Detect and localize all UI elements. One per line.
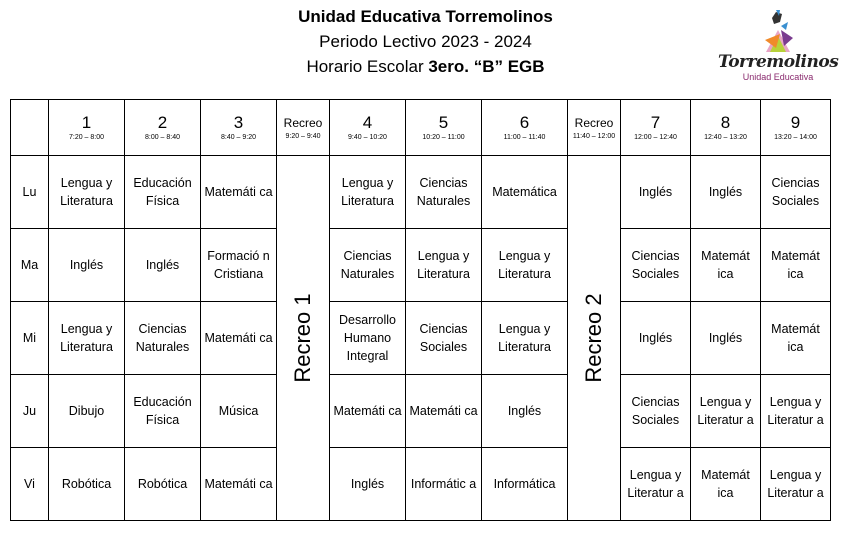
day-label: Vi <box>11 448 49 521</box>
subject-cell: Inglés <box>330 448 406 521</box>
subject-cell: Lengua y Literatur a <box>621 448 691 521</box>
day-label: Ma <box>11 229 49 302</box>
period-time: 12:40 – 13:20 <box>704 134 747 141</box>
subject-cell: Lengua y Literatur a <box>761 448 831 521</box>
subject-cell: Lengua y Literatura <box>330 156 406 229</box>
subject-cell: Educación Física <box>125 156 201 229</box>
subject-cell: Ciencias Sociales <box>621 229 691 302</box>
subject-cell: Inglés <box>691 302 761 375</box>
subject-cell: Lengua y Literatura <box>482 229 568 302</box>
period-number: 2 <box>157 113 168 132</box>
subject-cell: Lengua y Literatura <box>482 302 568 375</box>
recreo-time: 11:40 – 12:00 <box>572 133 616 140</box>
subject-cell: Matemáti ca <box>330 375 406 448</box>
subject-cell: Lengua y Literatur a <box>691 375 761 448</box>
subject-cell: Informática <box>482 448 568 521</box>
table-row <box>11 156 831 229</box>
subject-cell: Ciencias Naturales <box>330 229 406 302</box>
period-number: 4 <box>362 113 373 132</box>
tower-icon <box>718 8 838 54</box>
period-time: 12:00 – 12:40 <box>634 134 677 141</box>
subject-cell: Desarrollo Humano Integral <box>330 302 406 375</box>
recreo-time: 9:20 – 9:40 <box>285 133 321 140</box>
subject-cell: Ciencias Sociales <box>761 156 831 229</box>
subject-cell: Matemáti ca <box>201 448 277 521</box>
subject-cell: Matemáti ca <box>406 375 482 448</box>
recreo-label: Recreo <box>574 116 614 130</box>
period-time: 10:20 – 11:00 <box>422 134 465 141</box>
period-number: 1 <box>81 113 92 132</box>
table-row <box>11 229 831 302</box>
day-label: Mi <box>11 302 49 375</box>
recreo-cell <box>277 156 330 521</box>
subject-cell: Robótica <box>49 448 125 521</box>
recreo-label: Recreo <box>283 116 323 130</box>
subject-cell: Ciencias Sociales <box>406 302 482 375</box>
period-header <box>621 100 691 156</box>
subject-cell: Lengua y Literatura <box>406 229 482 302</box>
school-title: Unidad Educativa Torremolinos <box>298 7 553 26</box>
subject-cell: Lengua y Literatura <box>49 156 125 229</box>
recreo-vertical-label: Recreo 1 <box>290 293 315 383</box>
header-row <box>11 100 831 156</box>
period-time: 9:40 – 10:20 <box>348 134 387 141</box>
subject-cell: Matemáti ca <box>201 156 277 229</box>
subject-cell: Matemáti ca <box>201 302 277 375</box>
period-header <box>201 100 277 156</box>
day-label: Ju <box>11 375 49 448</box>
recreo-vertical-label: Recreo 2 <box>581 293 606 383</box>
period-number: 9 <box>790 113 801 132</box>
period-header <box>330 100 406 156</box>
period-header <box>406 100 482 156</box>
subject-cell: Lengua y Literatur a <box>761 375 831 448</box>
period-header <box>49 100 125 156</box>
period-time: 7:20 – 8:00 <box>68 134 105 141</box>
table-row <box>11 302 831 375</box>
period-number: 3 <box>233 113 244 132</box>
subject-cell: Formació n Cristiana <box>201 229 277 302</box>
school-logo <box>718 8 838 88</box>
period-number: 5 <box>438 113 449 132</box>
subject-cell: Dibujo <box>49 375 125 448</box>
subject-cell: Inglés <box>621 302 691 375</box>
period-time: 11:00 – 11:40 <box>503 134 546 141</box>
subject-cell: Ciencias Naturales <box>125 302 201 375</box>
subject-cell: Matemát ica <box>761 302 831 375</box>
period-header <box>125 100 201 156</box>
period-time: 8:00 – 8:40 <box>144 134 181 141</box>
subject-cell: Lengua y Literatura <box>49 302 125 375</box>
subject-cell: Educación Física <box>125 375 201 448</box>
recreo-header <box>568 100 621 156</box>
subject-cell: Música <box>201 375 277 448</box>
corner-cell <box>11 100 49 156</box>
recreo-cell <box>568 156 621 521</box>
subject-cell: Inglés <box>691 156 761 229</box>
period-number: 8 <box>720 113 731 132</box>
subject-cell: Inglés <box>482 375 568 448</box>
subject-cell: Matemática <box>482 156 568 229</box>
period-header <box>761 100 831 156</box>
schedule-class: 3ero. “B” EGB <box>428 57 545 76</box>
period-header <box>691 100 761 156</box>
period-time: 8:40 – 9:20 <box>220 134 257 141</box>
logo-subtitle: Unidad Educativa <box>742 72 814 82</box>
schedule-prefix: Horario Escolar <box>306 57 424 76</box>
subject-cell: Robótica <box>125 448 201 521</box>
recreo-header <box>277 100 330 156</box>
subject-cell: Informátic a <box>406 448 482 521</box>
day-label: Lu <box>11 156 49 229</box>
period-time: 13:20 – 14:00 <box>774 134 817 141</box>
subject-cell: Inglés <box>49 229 125 302</box>
subject-cell: Ciencias Naturales <box>406 156 482 229</box>
subject-cell: Inglés <box>125 229 201 302</box>
school-period: Periodo Lectivo 2023 - 2024 <box>319 32 532 51</box>
subject-cell: Inglés <box>621 156 691 229</box>
logo-name: Torremolinos <box>718 52 839 72</box>
schedule-table <box>10 99 831 521</box>
subject-cell: Matemát ica <box>691 448 761 521</box>
period-number: 6 <box>519 113 530 132</box>
subject-cell: Ciencias Sociales <box>621 375 691 448</box>
period-header <box>482 100 568 156</box>
table-row <box>11 375 831 448</box>
subject-cell: Matemát ica <box>691 229 761 302</box>
period-number: 7 <box>650 113 661 132</box>
table-row <box>11 448 831 521</box>
subject-cell: Matemát ica <box>761 229 831 302</box>
